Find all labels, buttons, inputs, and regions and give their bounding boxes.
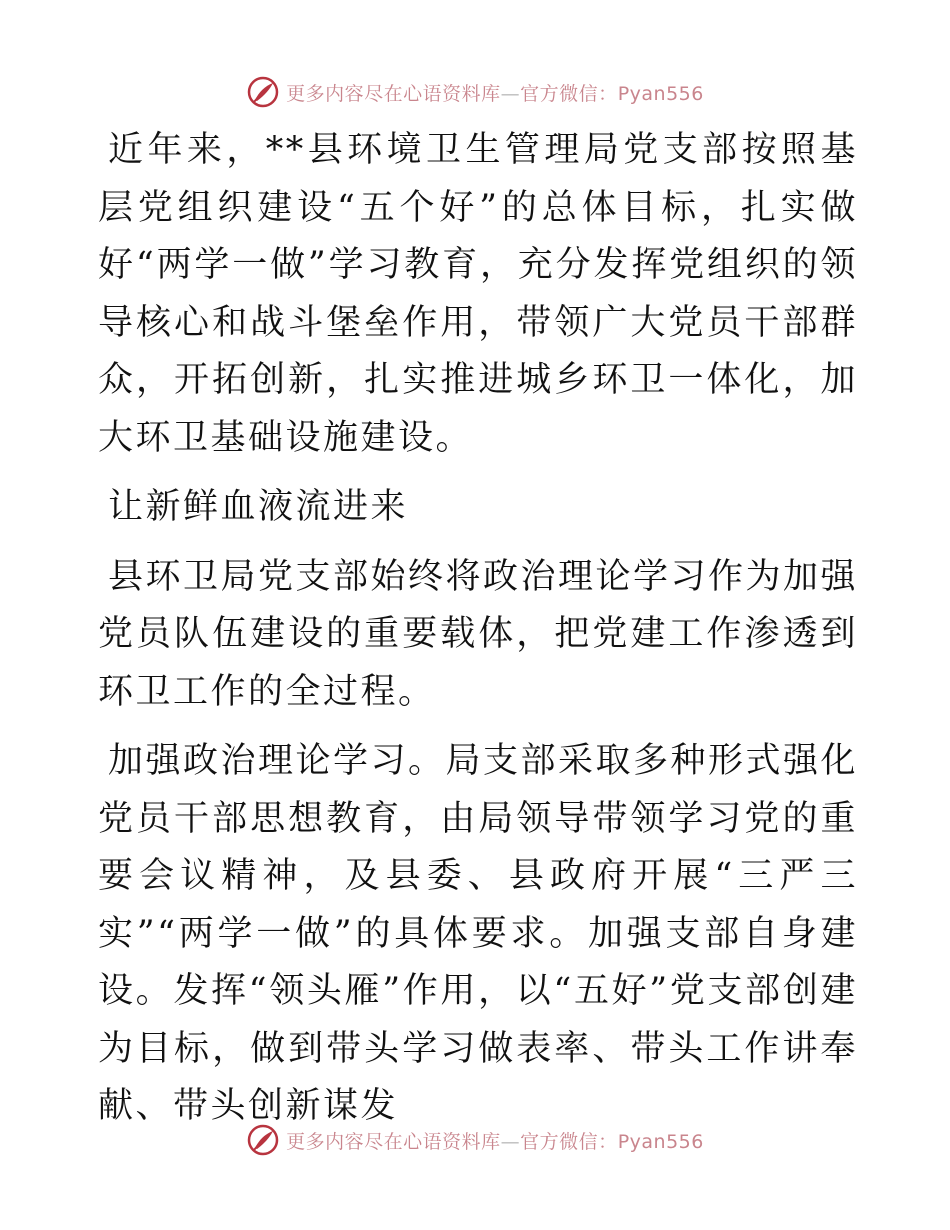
paragraph-intro: 近年来，**县环境卫生管理局党支部按照基层党组织建设“五个好”的总体目标，扎实做好“两学一做”学习教育，充分发挥党组织的领导核心和战斗堡垒作用，带领广大党员干部群众，开拓创新，扎实推进城乡环卫一体化，加大环卫基础设施建设。 — [98, 130, 858, 458]
watermark-text — [286, 79, 704, 106]
paragraph-theory: 县环卫局党支部始终将政治理论学习作为加强党员队伍建设的重要载体，把党建工作渗透到环卫工作的全过程。 — [98, 556, 859, 712]
quill-logo-icon — [246, 1123, 280, 1157]
section-heading: 让新鲜血液流进来 — [108, 487, 409, 527]
watermark-main: 更多内容尽在心语资料库 — [286, 82, 501, 105]
watermark-text — [286, 1127, 704, 1154]
watermark-main: 更多内容尽在心语资料库 — [286, 1130, 501, 1153]
watermark-handle: Pyan556 — [617, 82, 704, 105]
quill-logo-icon — [246, 75, 280, 109]
paragraph-study: 加强政治理论学习。局支部采取多种形式强化党员干部思想教育，由局领导带领学习党的重要会议精神，及县委、县政府开展“三严三实”“两学一做”的具体要求。加强支部自身建设。发挥“领头雁”作用，以“五好”党支部创建为目标，做到带头学习做表率、带头工作讲奉献、带头创新谋发 — [98, 741, 859, 1126]
watermark-handle: Pyan556 — [617, 1130, 704, 1153]
watermark-label: 官方微信： — [520, 82, 618, 105]
document-body — [98, 122, 858, 1136]
watermark-label: 官方微信： — [520, 1130, 618, 1153]
footer-watermark — [0, 1120, 950, 1160]
header-watermark — [0, 72, 950, 112]
watermark-separator: — — [500, 82, 521, 105]
watermark-separator: — — [500, 1130, 521, 1153]
